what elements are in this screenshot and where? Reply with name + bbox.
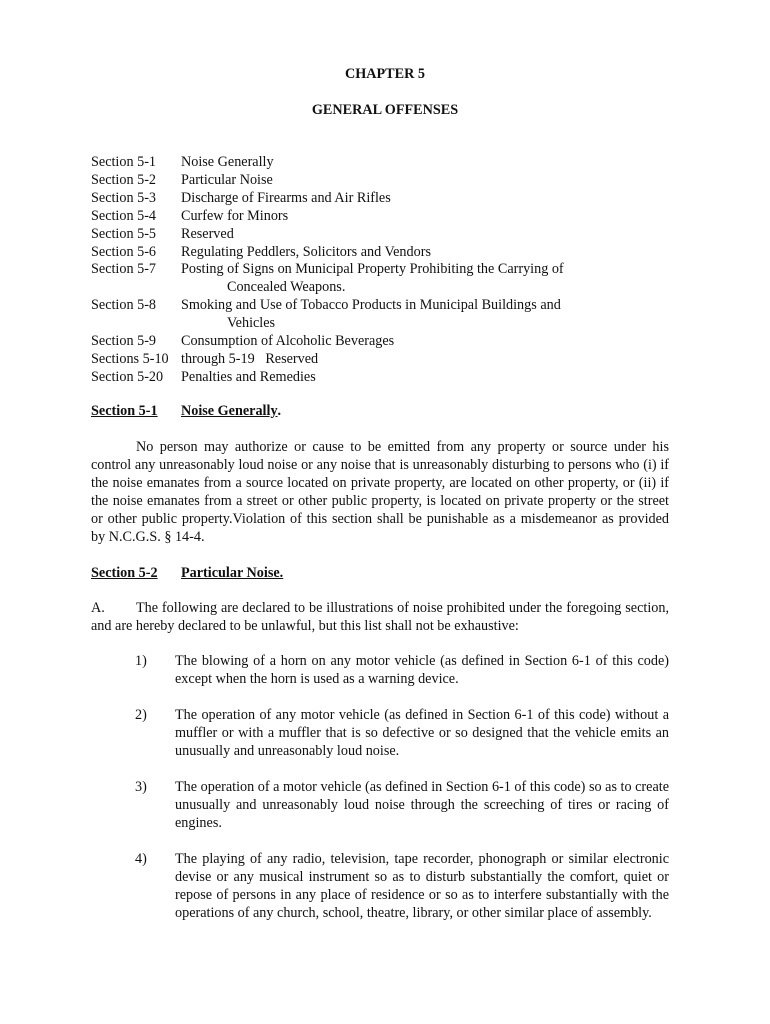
toc-row — [91, 333, 691, 351]
toc-section-number: Section 5-3 — [91, 189, 157, 206]
toc-section-number: Section 5-9 — [91, 333, 157, 350]
toc-section-title: through 5-19 Reserved — [181, 350, 319, 367]
toc-section-title: Regulating Peddlers, Solicitors and Vendors — [181, 243, 431, 260]
toc-title-continuation: Concealed Weapons. — [227, 279, 346, 296]
section-title-period: . — [277, 403, 282, 419]
toc-section-title: Noise Generally — [181, 154, 274, 170]
section-number: Section 5-2 — [91, 565, 158, 581]
list-item-number: 4) — [135, 851, 147, 867]
toc-row — [91, 208, 691, 226]
toc-row — [91, 244, 691, 262]
toc-row — [91, 172, 691, 190]
section-5-2-heading — [91, 565, 283, 583]
toc-section-number: Section 5-5 — [91, 225, 157, 242]
subsection-a — [91, 600, 669, 636]
list-item — [91, 779, 669, 833]
list-item-text: The playing of any radio, television, tape recorder, phonograph or similar electronic devise or any musical instrument so as to disturb substantially the comfort, quiet or repose of persons in any place of residence or so as to interfere substantially with the operations of any church, school, theatre, library, or other similar place of assembly. — [175, 851, 669, 921]
list-item-number: 2) — [135, 707, 147, 723]
toc-section-title: Particular Noise — [181, 171, 273, 188]
list-item — [91, 707, 669, 761]
table-of-contents — [91, 154, 691, 387]
toc-section-number: Section 5-4 — [91, 207, 157, 224]
toc-row — [91, 226, 691, 244]
list-item-text: The operation of a motor vehicle (as defined in Section 6-1 of this code) so as to create unusually and unreasonably loud noise through the screeching of tires or racing of engines. — [175, 779, 669, 831]
toc-section-number: Section 5-6 — [91, 243, 157, 260]
toc-section-title — [181, 261, 691, 297]
toc-row — [91, 369, 691, 387]
toc-title-line: Smoking and Use of Tobacco Products in Municipal Buildings and — [181, 297, 561, 314]
section-number: Section 5-1 — [91, 403, 158, 419]
toc-section-title: Discharge of Firearms and Air Rifles — [181, 189, 391, 206]
toc-section-title: Reserved — [181, 225, 234, 242]
toc-section-number: Section 5-2 — [91, 171, 157, 188]
toc-title-line: Posting of Signs on Municipal Property Prohibiting the Carrying of — [181, 261, 564, 278]
toc-row — [91, 154, 691, 172]
subsection-text: The following are declared to be illustrations of noise prohibited under the foregoing section, and are hereby declared to be unlawful, but this list shall not be exhaustive: — [91, 600, 669, 634]
list-item-text: The operation of any motor vehicle (as defined in Section 6-1 of this code) without a muffler or with a muffler that is so defective or so designed that the vehicle emits an unusually and unreasonably loud noise. — [175, 707, 669, 759]
toc-section-number: Section 5-7 — [91, 261, 157, 278]
toc-row — [91, 190, 691, 208]
section-title: Noise Generally — [181, 403, 278, 419]
list-item-number: 3) — [135, 779, 147, 795]
toc-row — [91, 261, 691, 297]
toc-row — [91, 351, 691, 369]
toc-section-number: Section 5-1 — [91, 154, 157, 170]
chapter-title: GENERAL OFFENSES — [311, 102, 459, 118]
list-item-number: 1) — [135, 653, 147, 669]
toc-section-title: Penalties and Remedies — [181, 368, 316, 385]
section-title: Particular Noise. — [181, 565, 284, 581]
list-item-text: The blowing of a horn on any motor vehicle (as defined in Section 6-1 of this code) except when the horn is used as a warning device. — [175, 653, 669, 687]
toc-section-title — [181, 297, 691, 333]
list-item — [91, 653, 669, 689]
toc-section-title: Curfew for Minors — [181, 207, 289, 224]
section-5-1-heading — [91, 403, 281, 421]
toc-section-number: Section 5-8 — [91, 297, 157, 314]
toc-title-continuation: Vehicles — [227, 315, 276, 332]
toc-section-number: Sections 5-10 — [91, 350, 169, 367]
section-5-1-text: No person may authorize or cause to be emitted from any property or source under his control any unreasonably loud noise or any noise that is unreasonably disturbing to persons who (i) if the noise emanates from a source located on private property, are located on other property, or (ii) if the noise emanates from a street or other public property, is located on private property or the street or other public property.Violation of this section shall be punishable as a misdemeanor as provided by N.C.G.S. § 14-4. — [91, 439, 669, 545]
toc-row — [91, 297, 691, 333]
toc-section-title: Consumption of Alcoholic Beverages — [181, 333, 395, 350]
toc-section-number: Section 5-20 — [91, 368, 164, 385]
subsection-label: A. — [91, 600, 105, 616]
chapter-heading: CHAPTER 5 — [344, 66, 425, 82]
list-item — [91, 851, 669, 923]
